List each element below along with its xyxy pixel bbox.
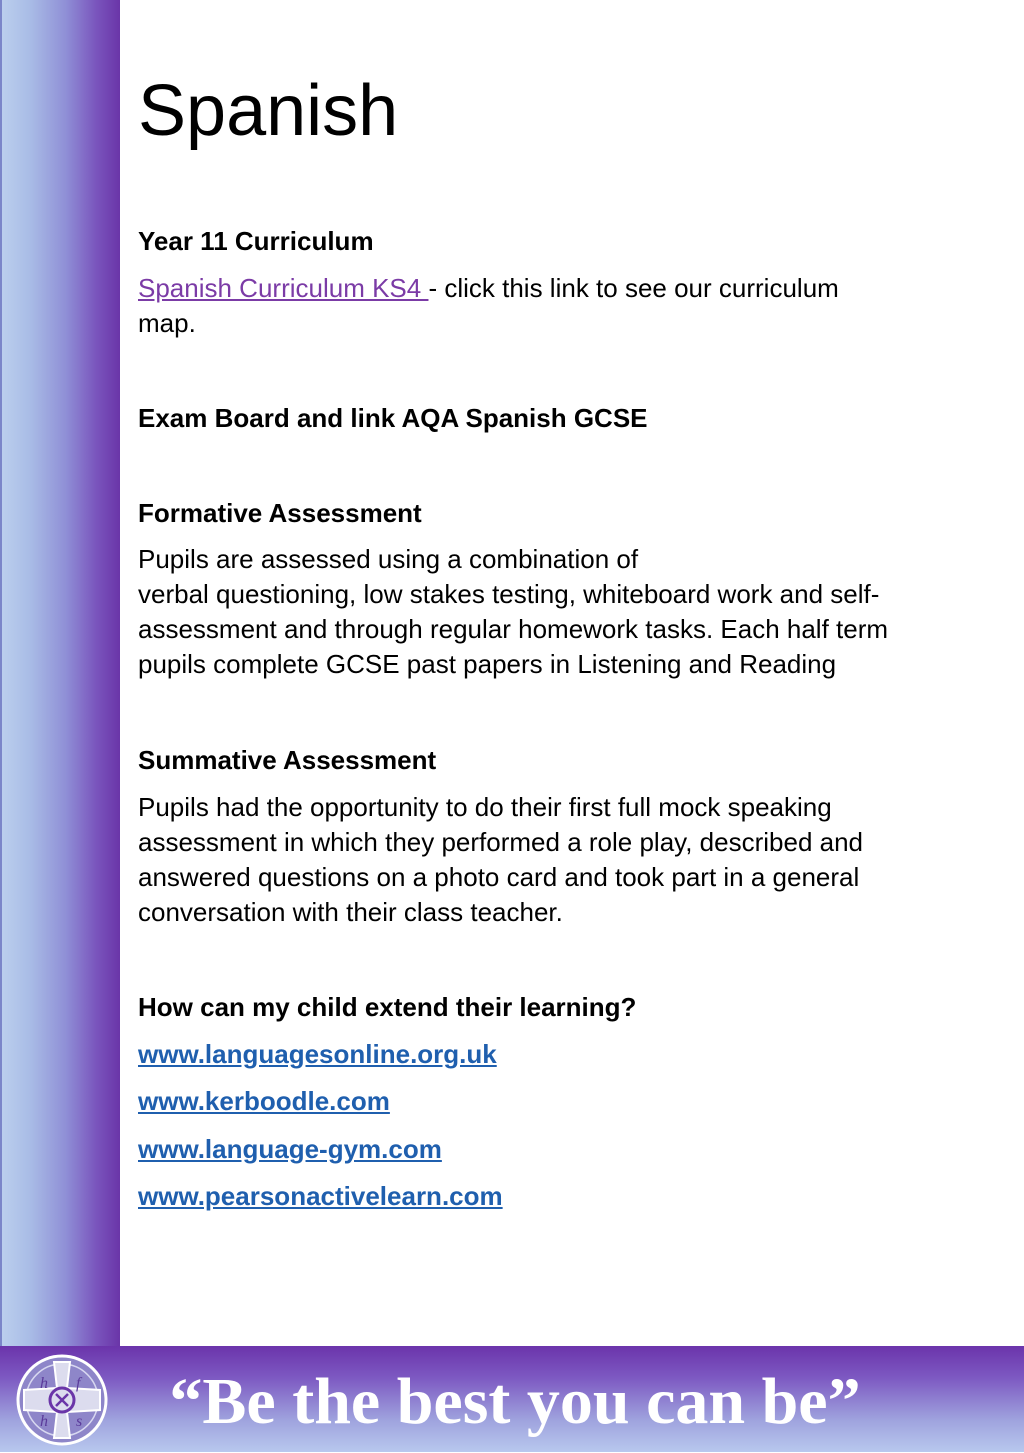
pearsonactivelearn-link[interactable]: www.pearsonactivelearn.com [138,1181,503,1211]
formative-assessment-text [138,542,988,682]
kerboodle-link[interactable]: www.kerboodle.com [138,1086,390,1116]
curriculum-line-1 [138,271,988,306]
extend-learning-heading: How can my child extend their learning? [138,992,637,1022]
formative-assessment-heading: Formative Assessment [138,498,422,528]
summative-line: answered questions on a photo card and took part in a general [138,862,860,892]
summative-line: conversation with their class teacher. [138,897,563,927]
summative-line: assessment in which they performed a role play, described and [138,827,864,857]
summative-assessment-text [138,790,988,930]
school-motto: “Be the best you can be” [169,1365,861,1438]
summative-assessment-heading: Summative Assessment [138,745,437,775]
sidebar-decoration [0,0,120,1346]
crest-letter: f [76,1375,81,1392]
exam-board-heading: Exam Board and link AQA Spanish GCSE [138,403,648,433]
formative-line: verbal questioning, low stakes testing, whiteboard work and self- [138,579,880,609]
curriculum-link-suffix: - click this link to see our curriculum [428,273,839,303]
school-crest-svg [14,1352,110,1448]
formative-line: assessment and through regular homework tasks. Each half term [138,614,889,644]
school-crest-icon [14,1352,110,1448]
curriculum-paragraph [138,271,988,341]
formative-line: Pupils are assessed using a combination of [138,544,639,574]
languagesonline-link[interactable]: www.languagesonline.org.uk [138,1039,497,1069]
sidebar-edge [0,0,2,1346]
formative-line: pupils complete GCSE past papers in Listening and Reading [138,649,837,679]
language-gym-link[interactable]: www.language-gym.com [138,1134,442,1164]
summative-line: Pupils had the opportunity to do their first full mock speaking [138,792,832,822]
crest-letter: h [40,1375,48,1392]
spanish-curriculum-ks4-link[interactable]: Spanish Curriculum KS4 [138,273,429,303]
crest-letter: s [76,1413,83,1430]
curriculum-line-2: map. [138,308,196,338]
page-title: Spanish [138,71,399,151]
year-curriculum-heading: Year 11 Curriculum [138,226,374,256]
crest-letter: h [40,1413,48,1430]
